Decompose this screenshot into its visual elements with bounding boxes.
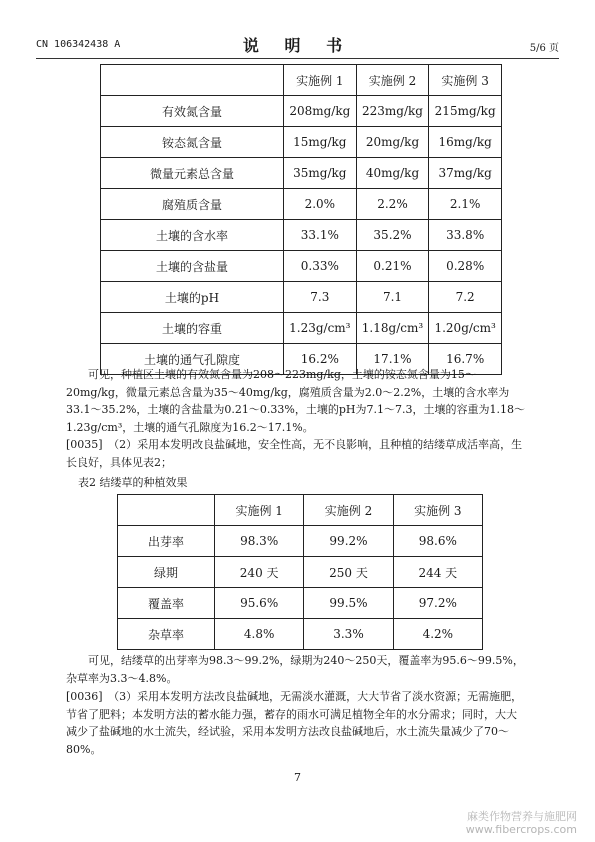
table-cell: 215mg/kg [429, 96, 502, 127]
table-cell: 4.2% [393, 619, 482, 650]
table-cell: 16mg/kg [429, 127, 502, 158]
table-cell: 99.2% [304, 526, 393, 557]
table-cell: 97.2% [393, 588, 482, 619]
table-cell: 1.20g/cm³ [429, 313, 502, 344]
row-label: 土壤的含盐量 [101, 251, 284, 282]
table-cell: 99.5% [304, 588, 393, 619]
table-cell: 0.33% [284, 251, 357, 282]
header-rule [36, 58, 559, 59]
row-label: 有效氮含量 [101, 96, 284, 127]
header-cell: 实施例 2 [304, 495, 393, 526]
table-cell: 16.7% [429, 344, 502, 375]
soil-properties-table [100, 64, 502, 375]
header-cell: 实施例 1 [284, 65, 357, 96]
table-cell: 2.1% [429, 189, 502, 220]
table-cell: 16.2% [284, 344, 357, 375]
document-title: 说 明 书 [242, 36, 353, 55]
row-label: 出芽率 [118, 526, 215, 557]
row-label: 土壤的含水率 [101, 220, 284, 251]
table-header-row [101, 65, 502, 96]
table-cell: 40mg/kg [356, 158, 429, 189]
table-row [101, 251, 502, 282]
header-cell [118, 495, 215, 526]
table-cell: 223mg/kg [356, 96, 429, 127]
table-row [118, 588, 483, 619]
table-cell: 4.8% [215, 619, 304, 650]
header-cell: 实施例 3 [393, 495, 482, 526]
table-cell: 7.2 [429, 282, 502, 313]
row-label: 土壤的pH [101, 282, 284, 313]
table-header-row [118, 495, 483, 526]
header-cell: 实施例 2 [356, 65, 429, 96]
header-cell: 实施例 3 [429, 65, 502, 96]
watermark-url: www.fibercrops.com [465, 823, 577, 836]
table-row [101, 127, 502, 158]
table-cell: 95.6% [215, 588, 304, 619]
table-cell: 3.3% [304, 619, 393, 650]
table-row [101, 282, 502, 313]
row-label: 铵态氮含量 [101, 127, 284, 158]
table-row [101, 189, 502, 220]
patent-number: CN 106342438 A [36, 39, 121, 50]
page-number: 7 [294, 771, 301, 784]
table-cell: 7.1 [356, 282, 429, 313]
table-cell: 2.0% [284, 189, 357, 220]
table2-caption: 表2 结缕草的种植效果 [78, 476, 188, 489]
summary-paragraph-soil: 可见，种植区土壤的有效氮含量为208～223mg/kg，土壤的铵态氮含量为15～20mg/kg，微量元素总含量为35～40mg/kg，腐殖质含量为2.0～2.2%，土壤的含水率为33.1～35.2%，土壤的含盐量为0.21～0.33%，土壤的pH为7.1～7.3，土壤的容重为1.18～1.23g/cm³，土壤的通气孔隙度为16.2～17.1%。 [66, 368, 525, 434]
table-row [101, 220, 502, 251]
page-header [36, 33, 559, 55]
table-cell: 33.8% [429, 220, 502, 251]
table-cell: 0.21% [356, 251, 429, 282]
table-cell: 1.23g/cm³ [284, 313, 357, 344]
row-label: 土壤的容重 [101, 313, 284, 344]
table-cell: 208mg/kg [284, 96, 357, 127]
table-cell: 35mg/kg [284, 158, 357, 189]
header-cell: 实施例 1 [215, 495, 304, 526]
header-cell [101, 65, 284, 96]
table-row [118, 526, 483, 557]
row-label: 土壤的通气孔隙度 [101, 344, 284, 375]
row-label: 覆盖率 [118, 588, 215, 619]
table-cell: 250 天 [304, 557, 393, 588]
row-label: 杂草率 [118, 619, 215, 650]
table-cell: 240 天 [215, 557, 304, 588]
table-cell: 33.1% [284, 220, 357, 251]
table-cell: 1.18g/cm³ [356, 313, 429, 344]
table-cell: 35.2% [356, 220, 429, 251]
watermark-site-name: 麻类作物营养与施肥网 [467, 810, 577, 823]
table-cell: 98.6% [393, 526, 482, 557]
table-cell: 15mg/kg [284, 127, 357, 158]
summary-paragraph-grass: 可见，结缕草的出芽率为98.3～99.2%，绿期为240～250天，覆盖率为95.6～99.5%，杂草率为3.3～4.8%。 [66, 654, 524, 685]
row-label: 腐殖质含量 [101, 189, 284, 220]
table-cell: 2.2% [356, 189, 429, 220]
page-of-total: 5/6 页 [529, 43, 559, 54]
table-cell: 7.3 [284, 282, 357, 313]
planting-effect-table [117, 494, 483, 650]
paragraph-0036: [0036] （3）采用本发明方法改良盐碱地，无需淡水灌溉，大大节省了淡水资源；无需施肥，节省了肥料；本发明方法的蓄水能力强，蓄存的雨水可满足植物全年的水分需求；同时，大大减少了盐碱地的水土流失，经试验，采用本发明方法改良盐碱地后，水土流失量减少了70～80%。 [66, 690, 523, 756]
table-cell: 244 天 [393, 557, 482, 588]
table-row [118, 619, 483, 650]
row-label: 绿期 [118, 557, 215, 588]
table-cell: 37mg/kg [429, 158, 502, 189]
table-cell: 17.1% [356, 344, 429, 375]
table-cell: 98.3% [215, 526, 304, 557]
table-row [101, 313, 502, 344]
row-label: 微量元素总含量 [101, 158, 284, 189]
table-row [101, 96, 502, 127]
table-row [118, 557, 483, 588]
paragraph-0035: [0035] （2）采用本发明改良盐碱地，安全性高，无不良影响，且种植的结缕草成活率高，生长良好，具体见表2； [66, 438, 523, 469]
table-cell: 0.28% [429, 251, 502, 282]
table-row [101, 158, 502, 189]
table-cell: 20mg/kg [356, 127, 429, 158]
